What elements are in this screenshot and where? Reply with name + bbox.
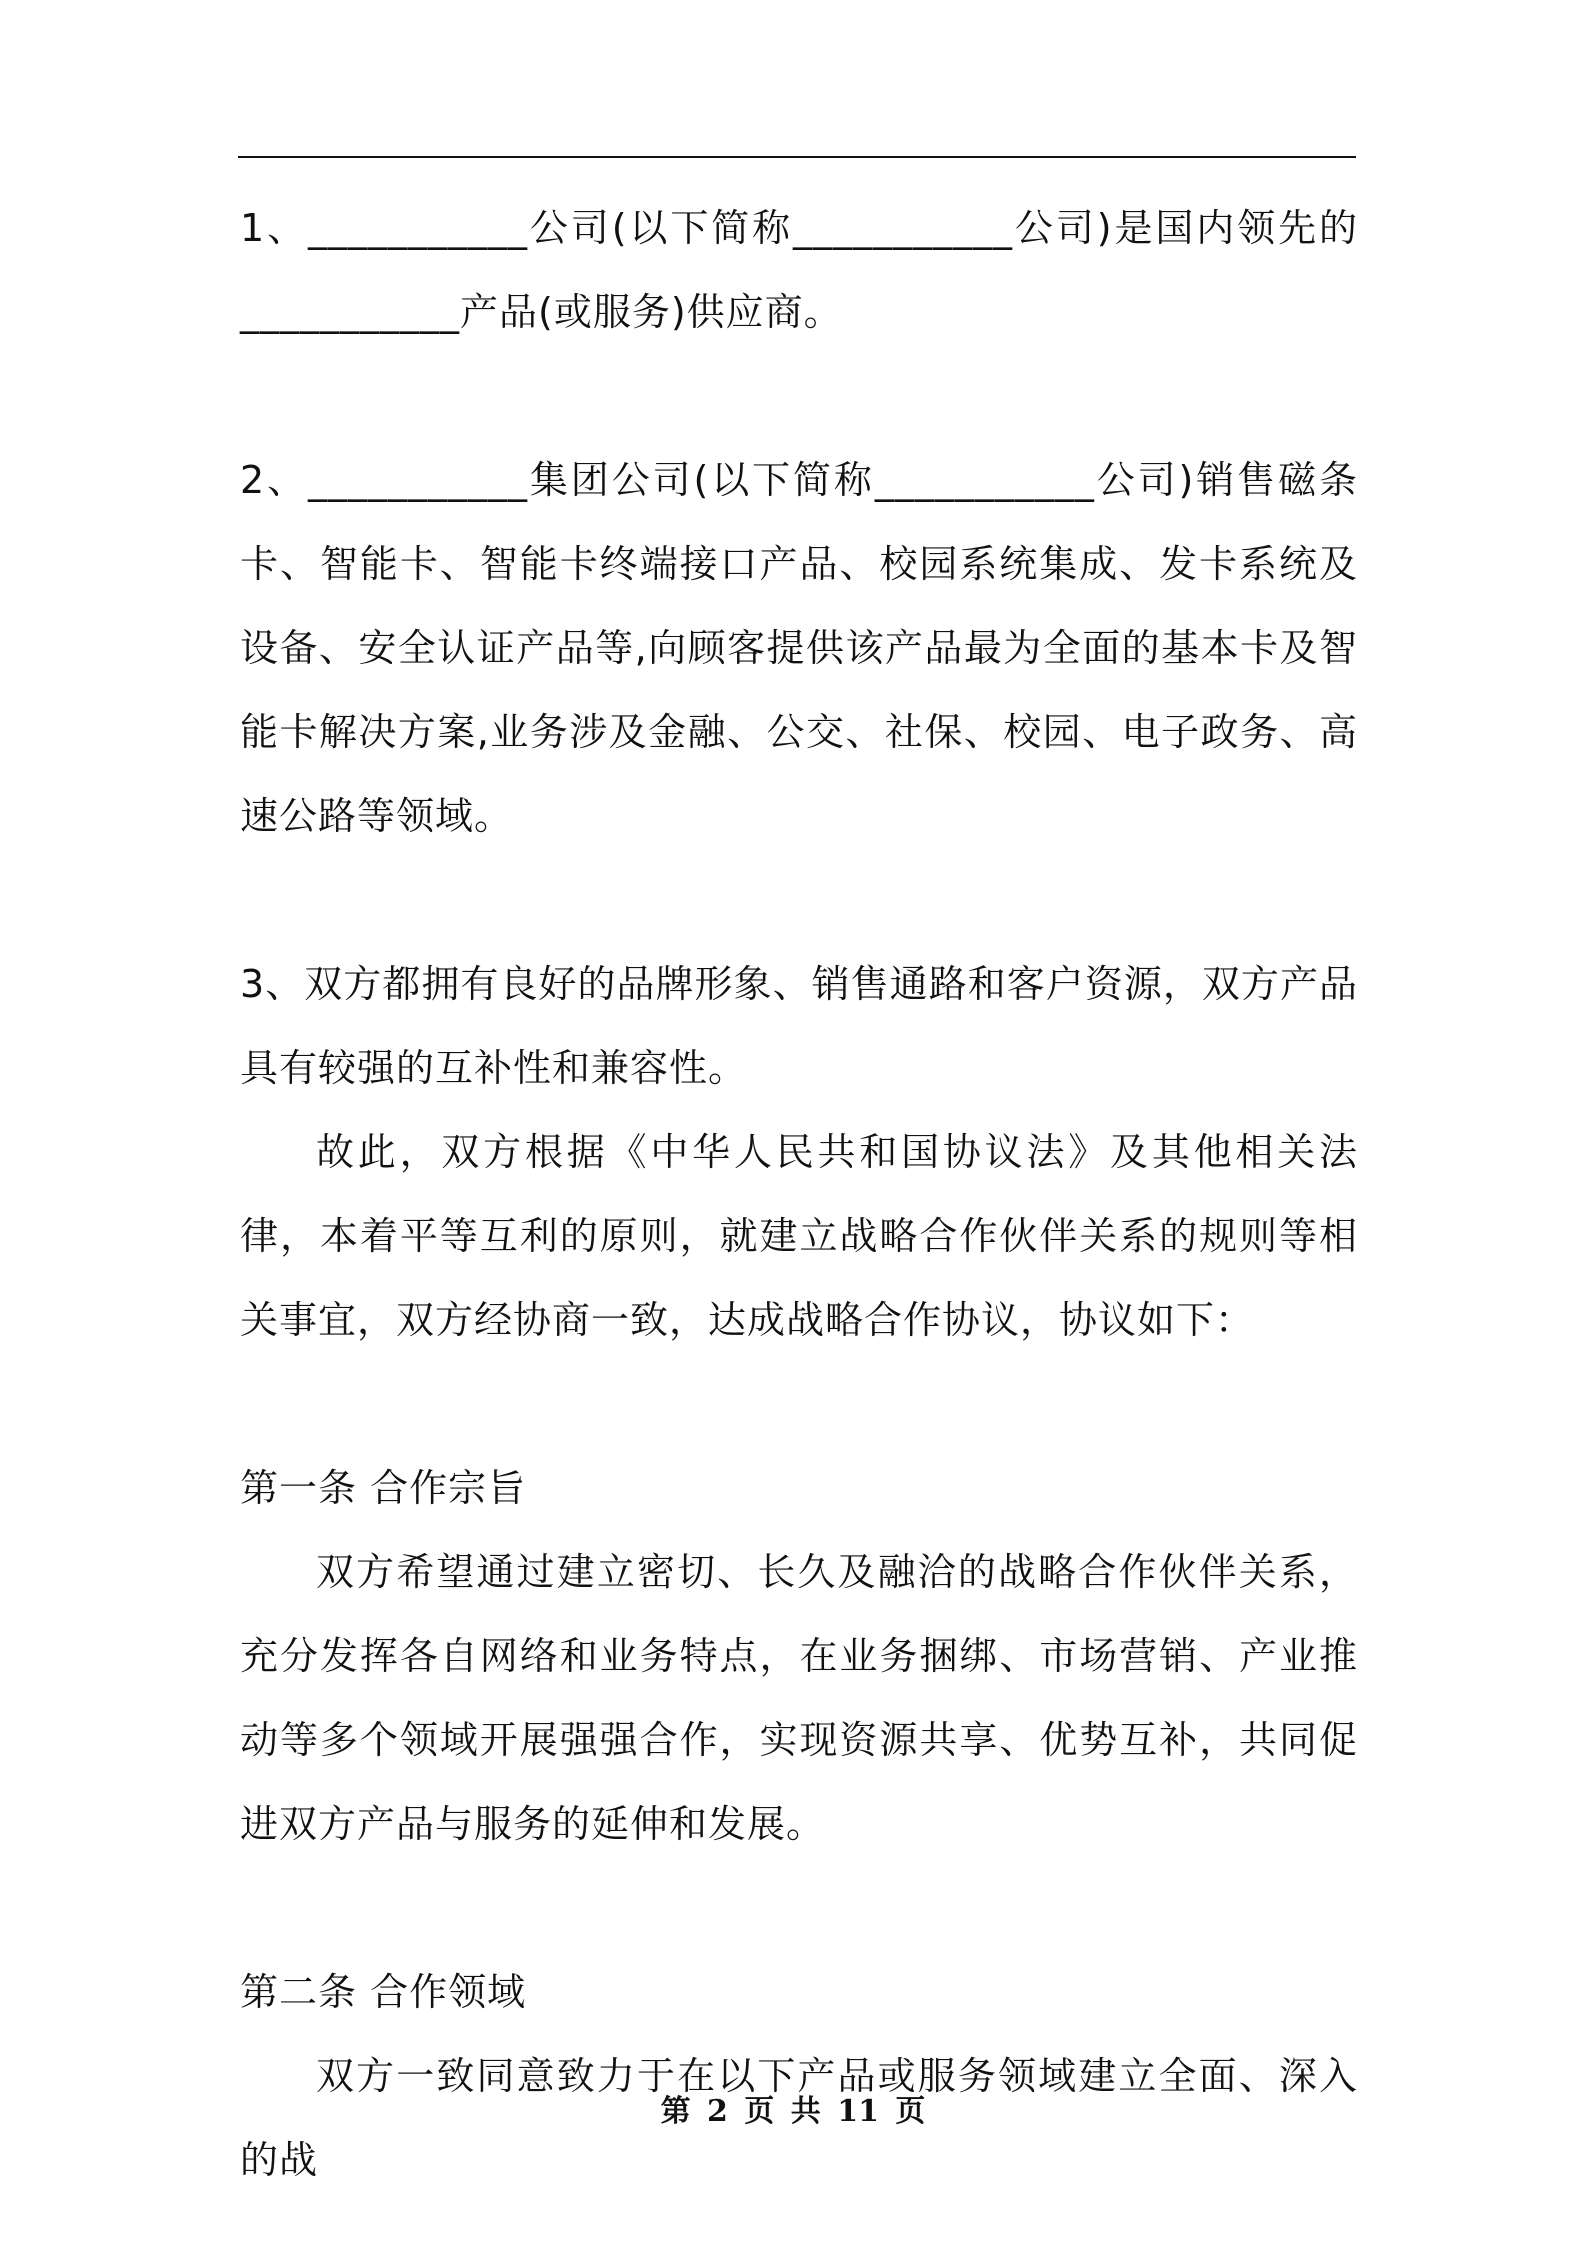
article-1-heading: 第一条 合作宗旨 bbox=[240, 1466, 527, 1510]
article-2-body: 双方一致同意致力于在以下产品或服务领域建立全面、深入的战 bbox=[240, 2054, 1358, 2182]
clause-1: 1、___________公司(以下简称___________公司)是国内领先的___________产品(或服务)供应商。 bbox=[240, 206, 1358, 334]
paragraph-gap bbox=[240, 1362, 1358, 1446]
clause-3: 3、双方都拥有良好的品牌形象、销售通路和客户资源，双方产品具有较强的互补性和兼容性。 bbox=[240, 962, 1358, 1090]
document-body bbox=[240, 186, 1358, 2202]
page-number: 第 2 页 共 11 页 bbox=[660, 2094, 926, 2129]
header-rule bbox=[238, 156, 1356, 158]
agreement-preamble: 故此，双方根据《中华人民共和国协议法》及其他相关法律，本着平等互利的原则，就建立战略合作伙伴关系的规则等相关事宜，双方经协商一致，达成战略合作协议，协议如下： bbox=[240, 1130, 1358, 1342]
paragraph-gap bbox=[240, 354, 1358, 438]
paragraph-gap bbox=[240, 1866, 1358, 1950]
clause-2: 2、___________集团公司(以下简称___________公司)销售磁条卡、智能卡、智能卡终端接口产品、校园系统集成、发卡系统及设备、安全认证产品等,向顾客提供该产品最为全面的基本卡及智能卡解决方案,业务涉及金融、公交、社保、校园、电子政务、高速公路等领域。 bbox=[240, 458, 1358, 838]
article-2-heading: 第二条 合作领域 bbox=[240, 1970, 527, 2014]
paragraph-gap bbox=[240, 858, 1358, 942]
article-1-body: 双方希望通过建立密切、长久及融洽的战略合作伙伴关系，充分发挥各自网络和业务特点，在业务捆绑、市场营销、产业推动等多个领域开展强强合作，实现资源共享、优势互补，共同促进双方产品与服务的延伸和发展。 bbox=[240, 1550, 1358, 1846]
